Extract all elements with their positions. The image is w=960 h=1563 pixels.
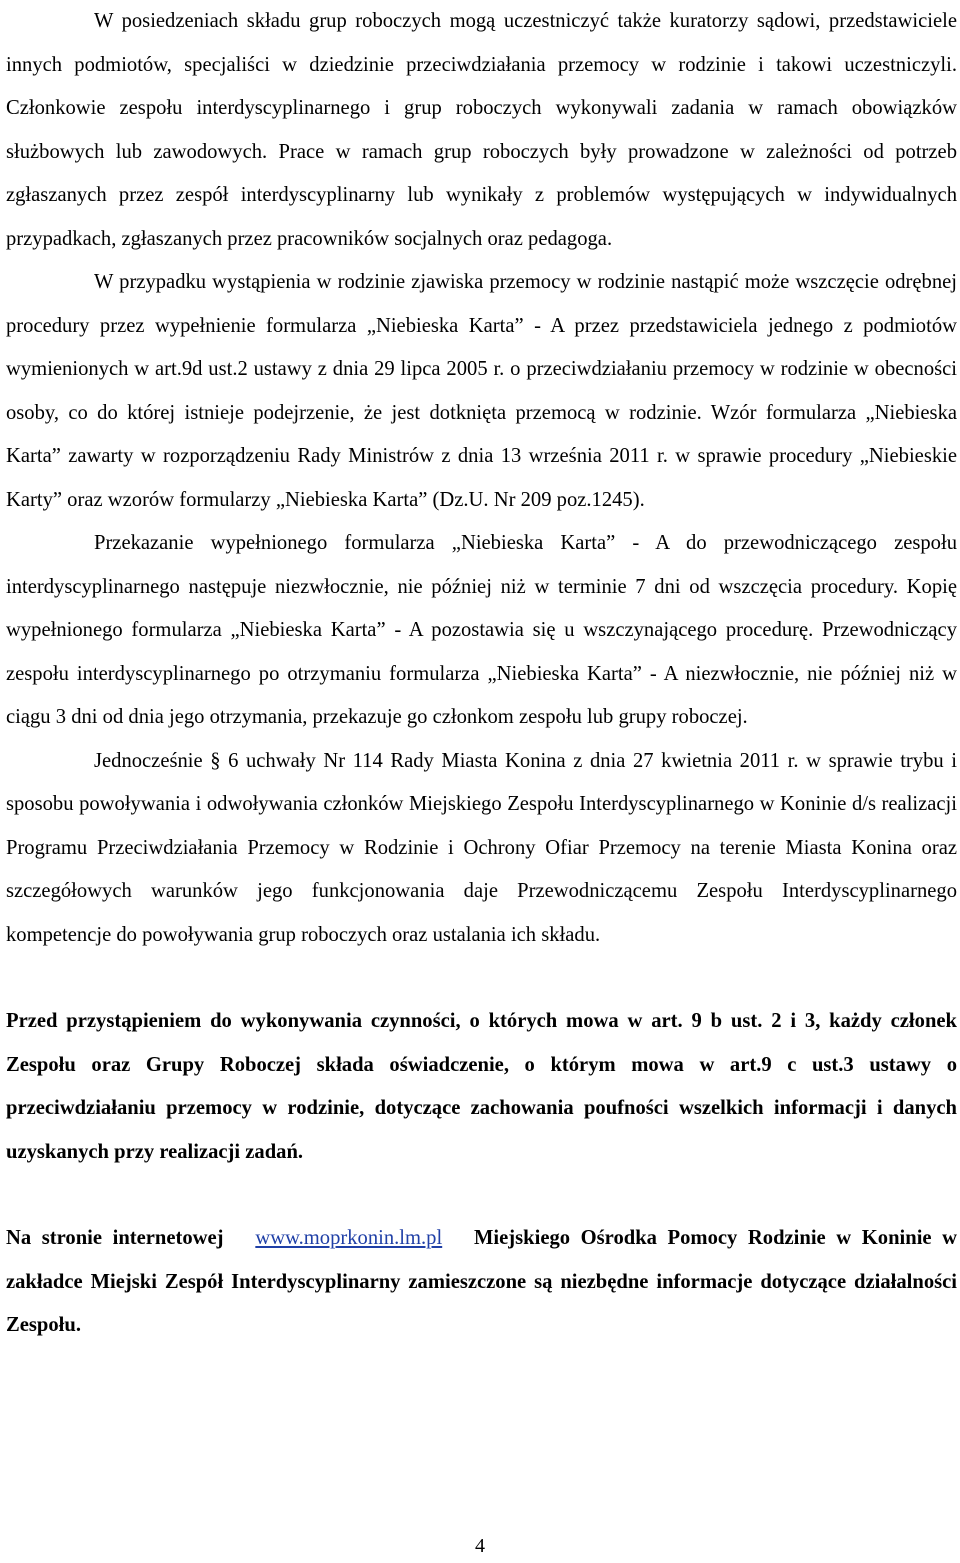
paragraph-blue-card-procedure: W przypadku wystąpienia w rodzinie zjawiska przemocy w rodzinie nastąpić może wszczęcie odrębnej procedury przez wypełnienie formularza „Niebieska Karta” - A przez przedstawiciela jednego z podmiotów wymienionych w art.9d ust.2 ustawy z dnia 29 lipca 2005 r. o przeciwdziałaniu przemocy w rodzinie w obecności osoby, co do której istnieje podejrzenie, że jest dotknięta przemocą w rodzinie. Wzór formularza „Niebieska Karta” zawarty w rozporządzeniu Rady Ministrów z dnia 13 września 2011 r. w sprawie procedury „Niebieskie Karty” oraz wzorów formularzy „Niebieska Karta” (Dz.U. Nr 209 poz.1245). — [6, 271, 957, 511]
paragraph-working-groups: W posiedzeniach składu grup roboczych mogą uczestniczyć także kuratorzy sądowi, przedstawiciele innych podmiotów, specjaliści w dziedzinie przeciwdziałania przemocy w rodzinie i takowi uczestniczyli. Członkowie zespołu interdyscyplinarnego i grup roboczych wykonywali zadania w ramach obowiązków służbowych lub zawodowych. Prace w ramach grup roboczych były prowadzone w zależności od potrzeb zgłaszanych przez zespół interdyscyplinarny lub wynikały z problemów występujących w indywidualnych przypadkach, zgłaszanych przez pracowników socjalnych oraz pedagoga. — [6, 10, 957, 250]
page-number: 4 — [475, 1535, 485, 1557]
document-page — [6, 0, 957, 1348]
spacer — [6, 957, 957, 1000]
paragraph-resolution: Jednocześnie § 6 uchwały Nr 114 Rady Miasta Konina z dnia 27 kwietnia 2011 r. w sprawie trybu i sposobu powoływania i odwoływania członków Miejskiego Zespołu Interdyscyplinarnego w Koninie d/s realizacji Programu Przeciwdziałania Przemocy w Rodzinie i Ochrony Ofiar Przemocy na terenie Miasta Konina oraz szczegółowych warunków jego funkcjonowania daje Przewodniczącemu Zespołu Interdyscyplinarnego kompetencje do powoływania grup roboczych oraz ustalania ich składu. — [6, 749, 957, 946]
website-link[interactable]: www.moprkonin.lm.pl — [255, 1227, 443, 1249]
website-text-before: Na stronie internetowej — [6, 1227, 224, 1249]
paragraph-confidentiality-statement: Przed przystąpieniem do wykonywania czynności, o których mowa w art. 9 b ust. 2 i 3, każdy członek Zespołu oraz Grupy Roboczej składa oświadczenie, o którym mowa w art.9 c ust.3 ustawy o przeciwdziałaniu przemocy w rodzinie, dotyczące zachowania poufności wszelkich informacji i danych uzyskanych przy realizacji zadań. — [6, 1010, 957, 1163]
paragraph-form-transfer: Przekazanie wypełnionego formularza „Niebieska Karta” - A do przewodniczącego zespołu interdyscyplinarnego następuje niezwłocznie, nie później niż w terminie 7 dni od wszczęcia procedury. Kopię wypełnionego formularza „Niebieska Karta” - A pozostawia się u wszczynającego procedurę. Przewodniczący zespołu interdyscyplinarnego po otrzymaniu formularza „Niebieska Karta” - A niezwłocznie, nie później niż w ciągu 3 dni od dnia jego otrzymania, przekazuje go członkom zespołu lub grupy roboczej. — [6, 532, 957, 728]
paragraph-website-info — [6, 1217, 957, 1348]
website-text-after: Miejskiego Ośrodka Pomocy Rodzinie w Koninie w zakładce Miejski Zespół Interdyscyplinarny zamieszczone są niezbędne informacje dotyczące działalności Zespołu. — [6, 1227, 958, 1336]
spacer — [6, 1174, 957, 1217]
